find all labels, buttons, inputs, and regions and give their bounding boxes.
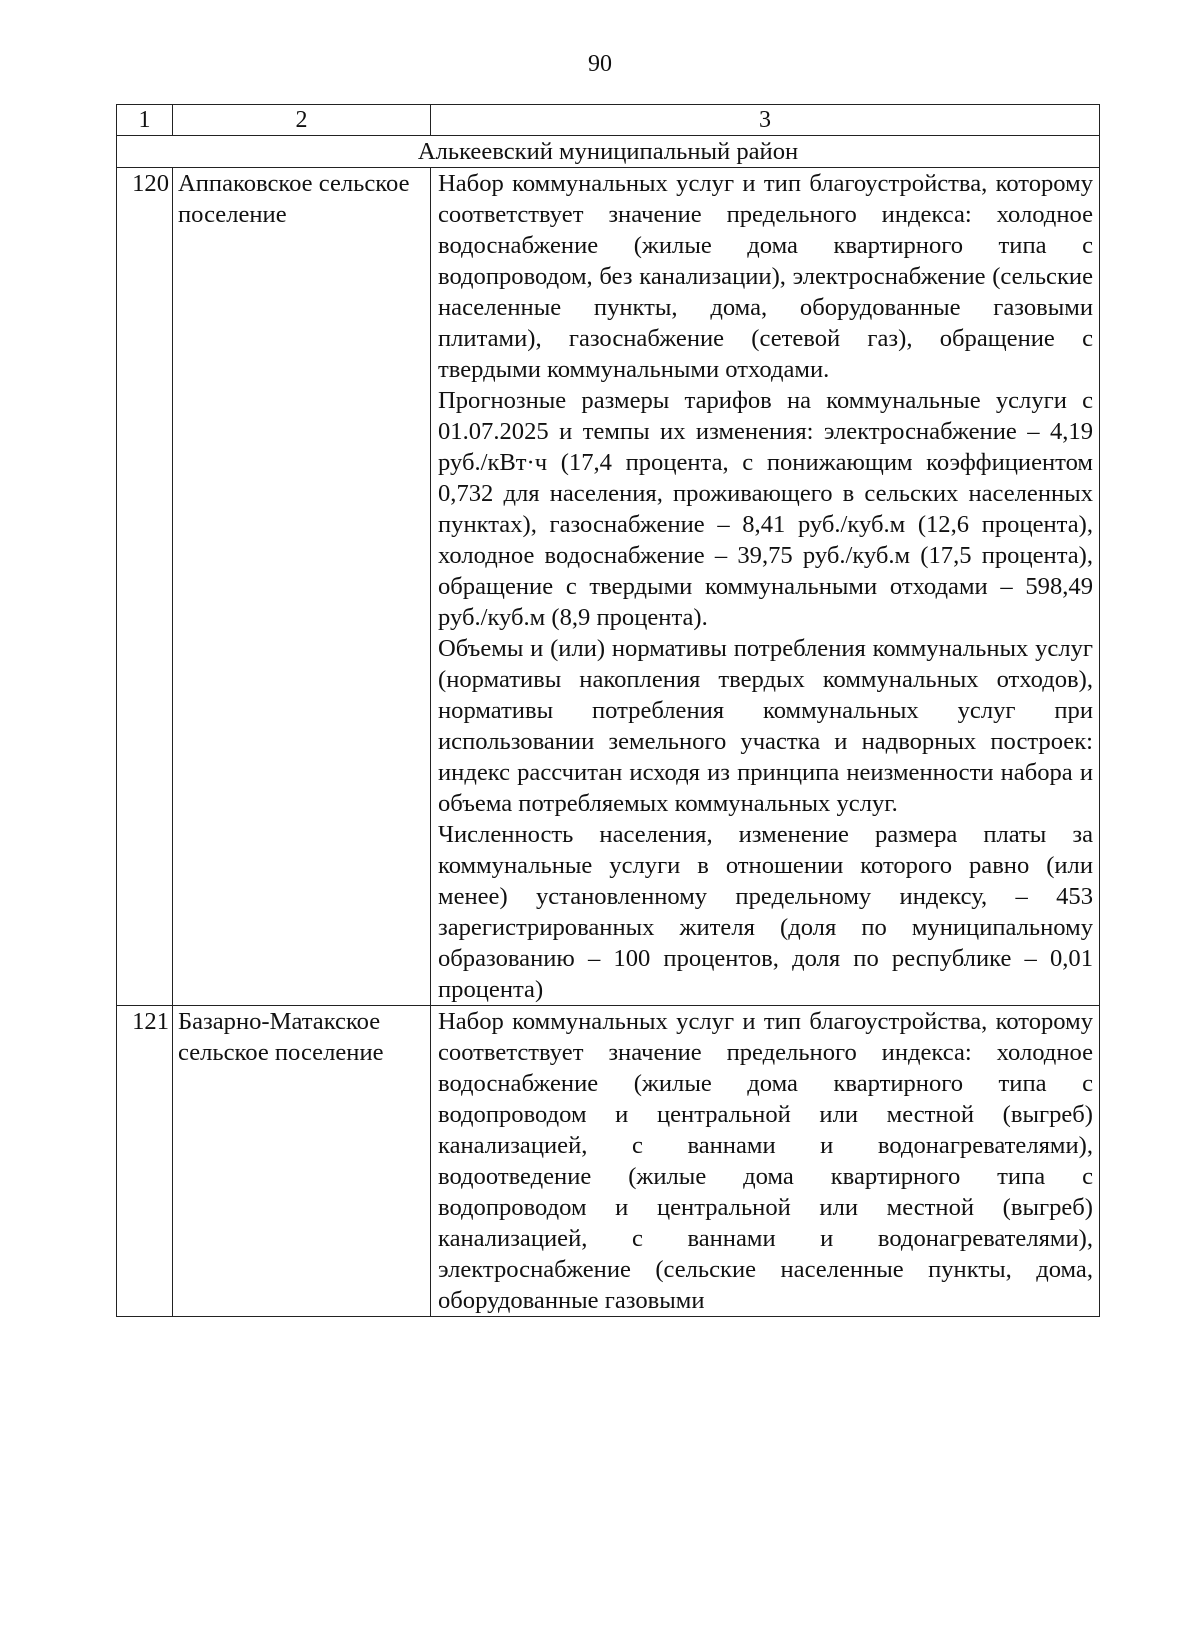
header-col-3: 3 <box>431 105 1100 136</box>
row-description <box>431 168 1100 1006</box>
page-number: 90 <box>588 51 612 77</box>
settlement-name: Базарно-Матакское сельское поселение <box>173 1006 431 1317</box>
header-col-2: 2 <box>173 105 431 136</box>
table-row-120 <box>117 168 1100 1006</box>
paragraph-services-set: Набор коммунальных услуг и тип благоустройства, которому соответствует значение предельного индекса: холодное водоснабжение (жилые дома квартирного типа с водопроводом и центральной или местной (выгреб) канализацией, с ваннами и водонагревателями), водоотведение (жилые дома квартирного типа с водопроводом и центральной или местной (выгреб) канализацией, с ваннами и водонагревателями), электроснабжение (сельские населенные пункты, дома, оборудованные газовыми <box>438 1008 1093 1314</box>
paragraph-population: Численность населения, изменение размера платы за коммунальные услуги в отношении которого равно (или менее) установленному предельному индексу, – 453 зарегистрированных жителя (доля по муниципальному образованию – 100 процентов, доля по республике – 0,01 процента) <box>438 821 1093 1003</box>
paragraph-volumes: Объемы и (или) нормативы потребления коммунальных услуг (нормативы накопления твердых коммунальных отходов), нормативы потребления коммунальных услуг при использовании земельного участка и надворных построек: индекс рассчитан исходя из принципа неизменности набора и объема потребляемых коммунальных услуг. <box>438 635 1093 817</box>
row-number: 120 <box>117 168 173 1006</box>
header-col-1: 1 <box>117 105 173 136</box>
table-header-row <box>117 105 1100 136</box>
table-row-121 <box>117 1006 1100 1317</box>
row-number: 121 <box>117 1006 173 1317</box>
section-row <box>117 136 1100 168</box>
tariff-table <box>116 104 1100 1317</box>
section-title: Алькеевский муниципальный район <box>117 136 1100 168</box>
paragraph-services-set: Набор коммунальных услуг и тип благоустройства, которому соответствует значение предельного индекса: холодное водоснабжение (жилые дома квартирного типа с водопроводом, без канализации), электроснабжение (сельские населенные пункты, дома, оборудованные газовыми плитами), газоснабжение (сетевой газ), обращение с твердыми коммунальными отходами. <box>438 170 1093 383</box>
settlement-name: Аппаковское сельское поселение <box>173 168 431 1006</box>
row-description <box>431 1006 1100 1317</box>
paragraph-tariffs: Прогнозные размеры тарифов на коммунальные услуги с 01.07.2025 и темпы их изменения: электроснабжение – 4,19 руб./кВт·ч (17,4 процента, с понижающим коэффициентом 0,732 для населения, проживающего в сельских населенных пунктах), газоснабжение – 8,41 руб./куб.м (12,6 процента), холодное водоснабжение – 39,75 руб./куб.м (17,5 процента), обращение с твердыми коммунальными отходами – 598,49 руб./куб.м (8,9 процента). <box>438 387 1093 631</box>
